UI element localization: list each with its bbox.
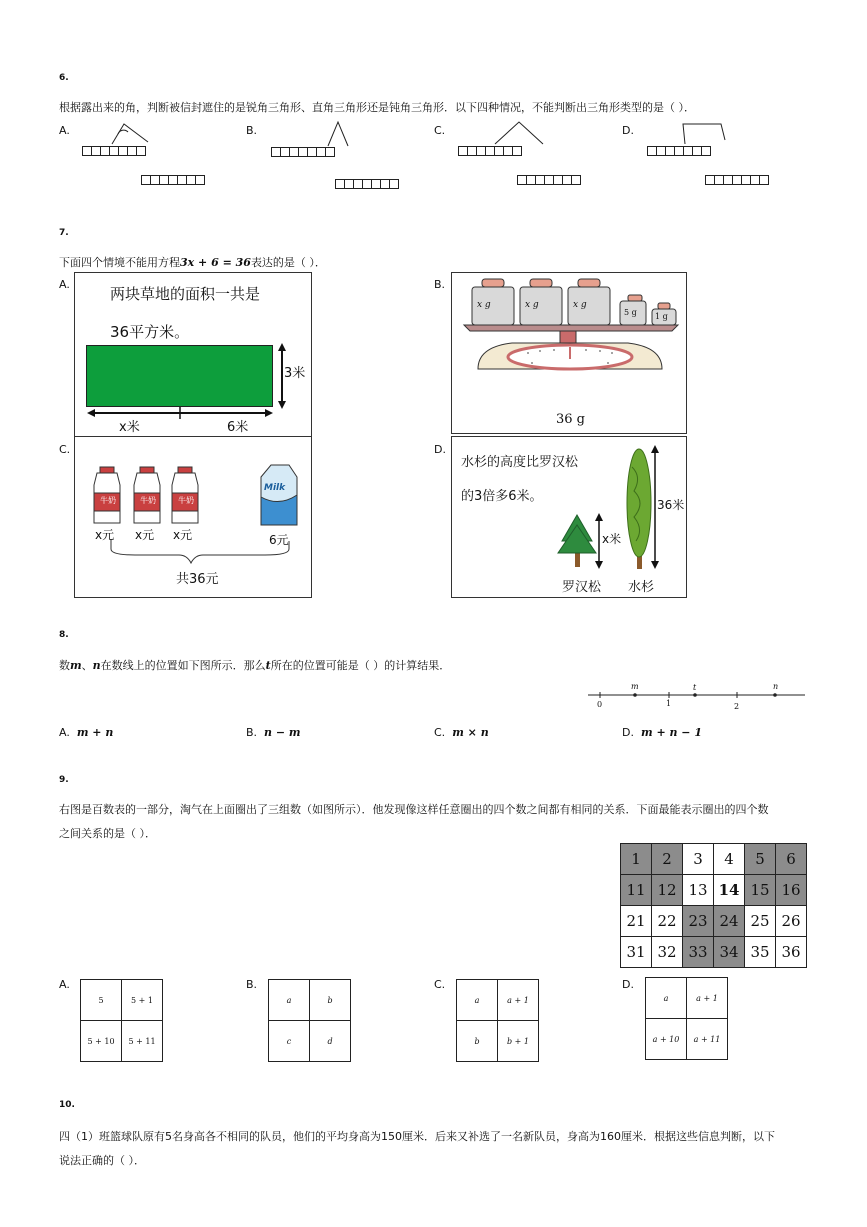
option-b: B. n − m: [246, 726, 301, 739]
grid-cell: a + 1: [498, 980, 539, 1021]
option-label: A.: [59, 278, 70, 291]
tree-label: 水杉: [628, 580, 655, 595]
option-label: C.: [434, 124, 446, 137]
panel-milk: [74, 436, 312, 598]
hundred-cell: 23: [683, 906, 714, 937]
hundred-cell: 16: [776, 875, 807, 906]
hundred-cell: 33: [683, 937, 714, 968]
grid-cell: a + 10: [646, 1019, 687, 1060]
point-label: t: [693, 683, 697, 692]
question-number: 8.: [59, 630, 69, 640]
tree-label: 罗汉松: [562, 580, 602, 595]
weight-label: x g: [477, 300, 491, 310]
price-label: 6元: [269, 533, 289, 547]
grid-cell: 5 + 11: [122, 1021, 163, 1062]
hundred-chart: [620, 843, 807, 968]
milk-label: 牛奶: [178, 496, 194, 505]
weight-label: x g: [573, 300, 587, 310]
option-label: C.: [434, 978, 446, 991]
point-label: m: [631, 682, 639, 691]
grid-cell: 5: [81, 980, 122, 1021]
point-label: n: [773, 682, 779, 691]
option-label: B.: [246, 124, 258, 137]
height-label: x米: [602, 532, 622, 546]
tick-label: 1: [666, 699, 672, 708]
width-label: 6米: [227, 420, 249, 435]
hundred-cell: 26: [776, 906, 807, 937]
option-label: D.: [622, 978, 634, 991]
envelope-boxes: [517, 175, 580, 185]
grid-cell: b + 1: [498, 1021, 539, 1062]
hundred-cell: 35: [745, 937, 776, 968]
milk-label: 牛奶: [140, 496, 156, 505]
panel-trees: [451, 436, 687, 598]
milk-label: 牛奶: [100, 496, 116, 505]
option-label: C.: [59, 443, 71, 456]
hundred-cell: 13: [683, 875, 714, 906]
question-number: 10.: [59, 1100, 75, 1110]
hundred-cell: 24: [714, 906, 745, 937]
trees-illustration: [452, 437, 686, 597]
panel-scale: [451, 272, 687, 434]
envelope-boxes: [271, 147, 334, 157]
panel-text: 两块草地的面积一共是: [110, 285, 261, 303]
hundred-cell: 31: [621, 937, 652, 968]
grid-cell: a: [646, 978, 687, 1019]
option-label: D.: [434, 443, 446, 456]
grid-cell: b: [457, 1021, 498, 1062]
grid-cell: a: [457, 980, 498, 1021]
grid-cell: d: [310, 1021, 351, 1062]
grid-cell: a + 11: [687, 1019, 728, 1060]
envelope-boxes: [705, 175, 768, 185]
hundred-cell: 12: [652, 875, 683, 906]
panel-text: 的3倍多6米。: [461, 489, 543, 504]
hundred-cell: 14: [714, 875, 745, 906]
weight-label: 1 g: [655, 312, 668, 321]
option-d: D. m + n − 1: [622, 726, 703, 739]
option-grid-d: [645, 977, 728, 1060]
hundred-cell: 1: [621, 844, 652, 875]
grid-cell: 5 + 1: [122, 980, 163, 1021]
price-label: x元: [135, 528, 155, 542]
price-label: x元: [95, 528, 115, 542]
option-c: C. m × n: [434, 726, 489, 739]
option-label: D.: [622, 124, 634, 137]
option-a: A. m + n: [59, 726, 114, 739]
tick-label: 2: [734, 702, 740, 711]
envelope-boxes: [141, 175, 204, 185]
hundred-cell: 25: [745, 906, 776, 937]
grid-cell: c: [269, 1021, 310, 1062]
scale-illustration: [452, 273, 686, 433]
price-label: x元: [173, 528, 193, 542]
question-stem: 四（1）班篮球队原有5名身高各不相同的队员，他们的平均身高为150厘米．后来又补选了一名新队员，身高为160厘米．根据这些信息判断，以下: [59, 1130, 775, 1143]
hundred-cell: 11: [621, 875, 652, 906]
envelope-boxes: [82, 146, 145, 156]
question-number: 6.: [59, 73, 69, 83]
question-number: 7.: [59, 228, 69, 238]
option-grid-c: [456, 979, 539, 1062]
tick-label: 0: [597, 700, 603, 709]
grid-cell: 5 + 10: [81, 1021, 122, 1062]
hundred-cell: 15: [745, 875, 776, 906]
question-stem: 说法正确的（ ）．: [59, 1154, 145, 1167]
question-stem: 下面四个情境不能用方程3x + 6 = 36表达的是（ ）．: [59, 256, 326, 269]
question-stem: 数m、n在数线上的位置如下图所示．那么t所在的位置可能是（ ）的计算结果．: [59, 659, 451, 672]
hundred-cell: 22: [652, 906, 683, 937]
width-label: x米: [119, 420, 140, 435]
panel-grass-area: [74, 272, 312, 438]
grid-cell: a + 1: [687, 978, 728, 1019]
hundred-cell: 3: [683, 844, 714, 875]
option-label: A.: [59, 124, 70, 137]
question-stem: 右图是百数表的一部分，淘气在上面圈出了三组数（如图所示）．他发现像这样任意圈出的四个数之间都有相同的关系．下面最能表示圈出的四个数: [59, 803, 769, 816]
grid-cell: b: [310, 980, 351, 1021]
question-stem: 之间关系的是（ ）．: [59, 827, 156, 840]
height-label: 3米: [284, 366, 306, 381]
scale-total: 36 g: [556, 412, 585, 427]
hundred-cell: 4: [714, 844, 745, 875]
option-grid-a: [80, 979, 163, 1062]
hundred-cell: 5: [745, 844, 776, 875]
option-label: A.: [59, 978, 70, 991]
hundred-cell: 21: [621, 906, 652, 937]
question-number: 9.: [59, 775, 69, 785]
envelope-boxes: [647, 146, 710, 156]
grid-cell: a: [269, 980, 310, 1021]
option-grid-b: [268, 979, 351, 1062]
total-label: 共36元: [176, 572, 219, 587]
dimension-arrows: [75, 341, 309, 435]
hundred-cell: 32: [652, 937, 683, 968]
hundred-cell: 34: [714, 937, 745, 968]
question-stem: 根据露出来的角，判断被信封遮住的是锐角三角形、直角三角形还是钝角三角形．以下四种情况，不能判断出三角形类型的是（ ）．: [59, 101, 695, 114]
height-label: 36米: [657, 498, 685, 512]
equation: 3x + 6 = 36: [180, 256, 251, 269]
weight-label: 5 g: [624, 308, 637, 317]
hundred-cell: 2: [652, 844, 683, 875]
option-label: B.: [434, 278, 446, 291]
hundred-cell: 6: [776, 844, 807, 875]
hundred-cell: 36: [776, 937, 807, 968]
carton-label: Milk: [264, 483, 286, 493]
option-label: B.: [246, 978, 258, 991]
panel-text: 36平方米。: [110, 323, 190, 341]
envelope-boxes: [335, 179, 398, 189]
panel-text: 水杉的高度比罗汉松: [461, 455, 579, 470]
weight-label: x g: [525, 300, 539, 310]
envelope-boxes: [458, 146, 521, 156]
